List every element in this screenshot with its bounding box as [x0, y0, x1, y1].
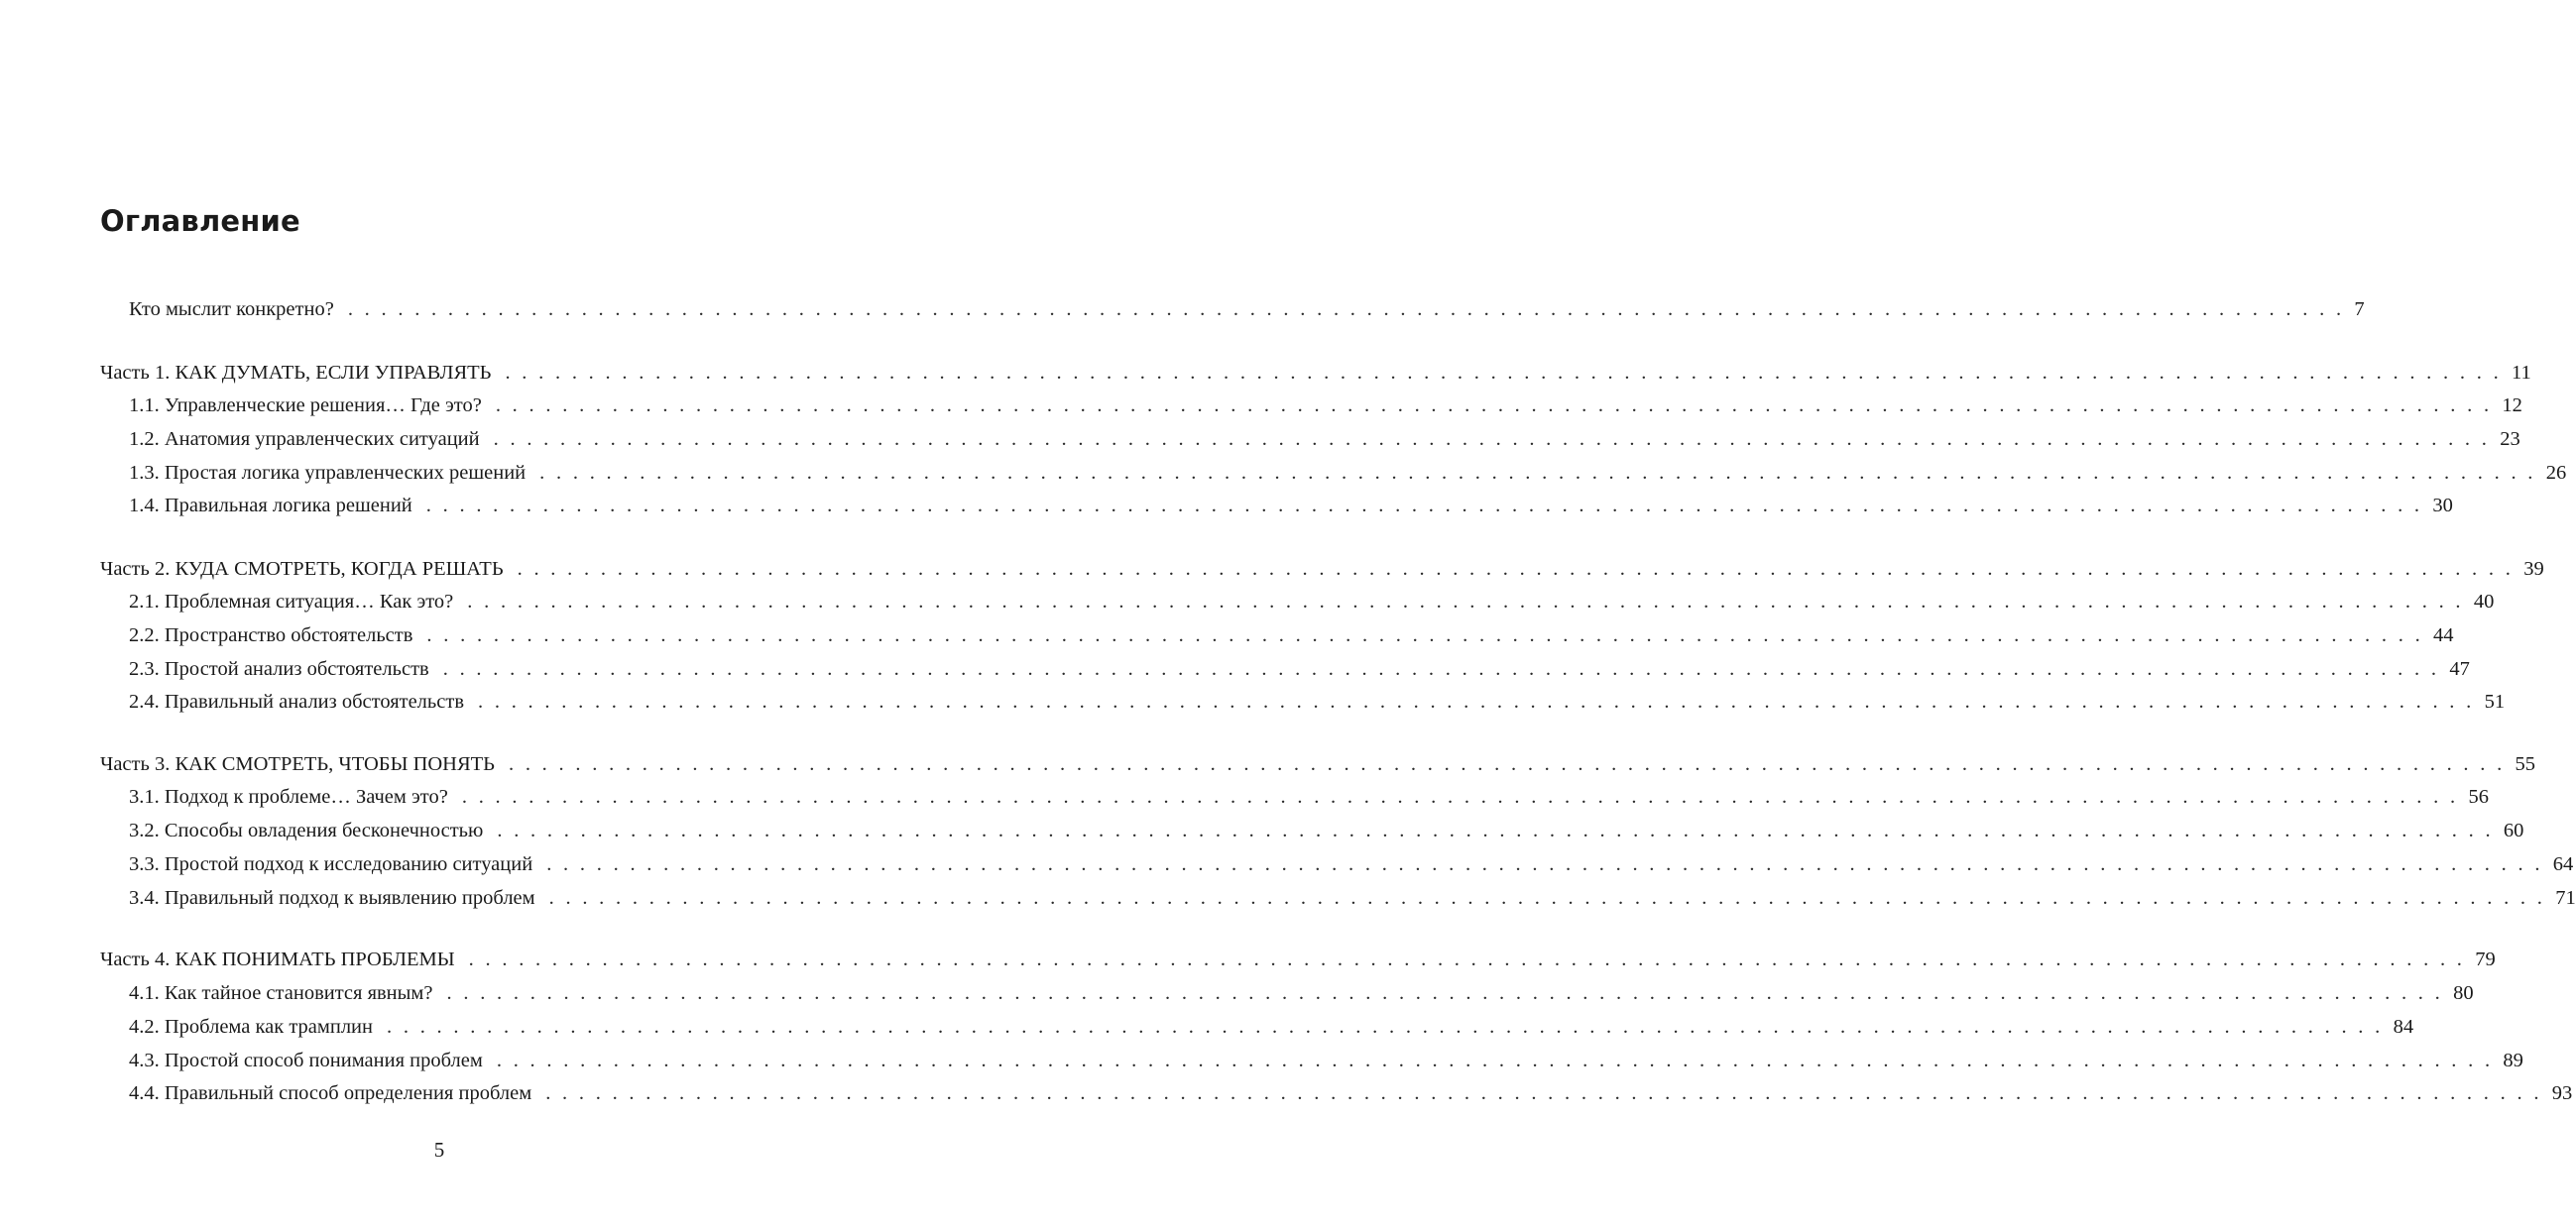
toc-entry-title: 1.1. Управленческие решения… Где это? — [129, 394, 482, 416]
toc-entry-page: 11 — [2512, 362, 2531, 384]
toc-entry-page: 23 — [2500, 428, 2520, 450]
toc-entry — [129, 818, 2524, 843]
toc-entry-title: 2.4. Правильный анализ обстоятельств — [129, 691, 464, 713]
dot-leader: . . . . . . . . . . . . . . . . . . . . . . . . . . . . . . . . . . . . . . . . . . . . . . . . . . . . . . . . . . . . . . . . . . . . . . . . . . . . . . . . . . . . . . . . . . . . . . . . . . . . . . . . . . . . . . . . . . . . . . . . — [426, 624, 2423, 646]
toc-entry-title: Часть 1. КАК ДУМАТЬ, ЕСЛИ УПРАВЛЯТЬ — [100, 362, 492, 384]
toc-entry-title: 4.2. Проблема как трамплин — [129, 1016, 373, 1038]
toc-entry — [129, 392, 2522, 418]
toc-entry-title: Кто мыслит конкретно? — [129, 298, 334, 320]
dot-leader: . . . . . . . . . . . . . . . . . . . . . . . . . . . . . . . . . . . . . . . . . . . . . . . . . . . . . . . . . . . . . . . . . . . . . . . . . . . . . . . . . . . . . . . . . . . . . . . . . . . . . . . . . . . . . . . . . . . . . . . . — [545, 1082, 2542, 1104]
dot-leader: . . . . . . . . . . . . . . . . . . . . . . . . . . . . . . . . . . . . . . . . . . . . . . . . . . . . . . . . . . . . . . . . . . . . . . . . . . . . . . . . . . . . . . . . . . . . . . . . . . . . . . . . . . . . . . . . . . . . . . . . — [505, 362, 2503, 384]
toc-entry-page: 56 — [2468, 786, 2489, 808]
dot-leader: . . . . . . . . . . . . . . . . . . . . . . . . . . . . . . . . . . . . . . . . . . . . . . . . . . . . . . . . . . . . . . . . . . . . . . . . . . . . . . . . . . . . . . . . . . . . . . . . . . . . . . . . . . . . . . . . . . . . . . . . — [425, 495, 2423, 516]
toc-entry — [129, 493, 2453, 518]
toc-entry-title: 3.4. Правильный подход к выявлению проблем — [129, 887, 535, 909]
toc-entry-title: 3.3. Простой подход к исследованию ситуаций — [129, 853, 533, 875]
toc-entry-title: 4.1. Как тайное становится явным? — [129, 982, 433, 1004]
dot-leader: . . . . . . . . . . . . . . . . . . . . . . . . . . . . . . . . . . . . . . . . . . . . . . . . . . . . . . . . . . . . . . . . . . . . . . . . . . . . . . . . . . . . . . . . . . . . . . . . . . . . . . . . . . . . . . . . . . . . . . . . — [546, 853, 2543, 875]
toc-entry — [129, 885, 2576, 911]
toc-entry — [129, 1014, 2414, 1040]
toc-entry — [129, 426, 2520, 452]
dot-leader: . . . . . . . . . . . . . . . . . . . . . . . . . . . . . . . . . . . . . . . . . . . . . . . . . . . . . . . . . . . . . . . . . . . . . . . . . . . . . . . . . . . . . . . . . . . . . . . . . . . . . . . . . . . . . . . . . . . . . . . . — [539, 462, 2536, 484]
dot-leader: . . . . . . . . . . . . . . . . . . . . . . . . . . . . . . . . . . . . . . . . . . . . . . . . . . . . . . . . . . . . . . . . . . . . . . . . . . . . . . . . . . . . . . . . . . . . . . . . . . . . . . . . . . . . . . . . . . . . . . . . — [493, 428, 2491, 450]
toc-entry — [129, 622, 2454, 648]
toc-part-entry — [100, 751, 2536, 777]
toc-entry-page: 93 — [2551, 1082, 2573, 1104]
toc-entry — [129, 589, 2495, 615]
toc-entry — [129, 689, 2506, 715]
toc-entry — [129, 784, 2489, 810]
toc-entry-page: 47 — [2449, 658, 2470, 680]
toc-entry-page: 26 — [2545, 462, 2567, 484]
toc-entry-page: 44 — [2433, 624, 2454, 646]
dot-leader: . . . . . . . . . . . . . . . . . . . . . . . . . . . . . . . . . . . . . . . . . . . . . . . . . . . . . . . . . . . . . . . . . . . . . . . . . . . . . . . . . . . . . . . . . . . . . . . . . . . . . . . . . . . . . . . . . . . . . . . . — [467, 591, 2464, 613]
toc-part-entry — [100, 556, 2544, 582]
dot-leader: . . . . . . . . . . . . . . . . . . . . . . . . . . . . . . . . . . . . . . . . . . . . . . . . . . . . . . . . . . . . . . . . . . . . . . . . . . . . . . . . . . . . . . . . . . . . . . . . . . . . . . . . . . . . . . . . . . . . . . . . — [461, 786, 2459, 808]
toc-entry-title: 3.1. Подход к проблеме… Зачем это? — [129, 786, 448, 808]
toc-part-entry — [100, 947, 2496, 972]
dot-leader: . . . . . . . . . . . . . . . . . . . . . . . . . . . . . . . . . . . . . . . . . . . . . . . . . . . . . . . . . . . . . . . . . . . . . . . . . . . . . . . . . . . . . . . . . . . . . . . . . . . . . . . . . . . . . . . . . . . . . . . . — [497, 820, 2494, 841]
toc-entry-page: 40 — [2473, 591, 2495, 613]
dot-leader: . . . . . . . . . . . . . . . . . . . . . . . . . . . . . . . . . . . . . . . . . . . . . . . . . . . . . . . . . . . . . . . . . . . . . . . . . . . . . . . . . . . . . . . . . . . . . . . . . . . . . . . . . . . . . . . . . . . . . . . . — [496, 1050, 2494, 1071]
dot-leader: . . . . . . . . . . . . . . . . . . . . . . . . . . . . . . . . . . . . . . . . . . . . . . . . . . . . . . . . . . . . . . . . . . . . . . . . . . . . . . . . . . . . . . . . . . . . . . . . . . . . . . . . . . . . . . . . . . . . . . . . — [442, 658, 2440, 680]
toc-entry-title: 1.3. Простая логика управленческих решений — [129, 462, 527, 484]
toc-entry-page: 84 — [2393, 1016, 2414, 1038]
toc-entry — [129, 656, 2470, 682]
toc-entry-page: 51 — [2484, 691, 2506, 713]
toc-entry-title: Часть 4. КАК ПОНИМАТЬ ПРОБЛЕМЫ — [100, 949, 455, 970]
dot-leader: . . . . . . . . . . . . . . . . . . . . . . . . . . . . . . . . . . . . . . . . . . . . . . . . . . . . . . . . . . . . . . . . . . . . . . . . . . . . . . . . . . . . . . . . . . . . . . . . . . . . . . . . . . . . . . . . . . . . . . . . — [468, 949, 2466, 970]
toc-entry — [129, 1080, 2573, 1106]
toc-entry-page: 71 — [2555, 887, 2576, 909]
dot-leader: . . . . . . . . . . . . . . . . . . . . . . . . . . . . . . . . . . . . . . . . . . . . . . . . . . . . . . . . . . . . . . . . . . . . . . . . . . . . . . . . . . . . . . . . . . . . . . . . . . . . . . . . . . . . . . . . . . . . . . . . — [495, 394, 2493, 416]
toc-entry-page: 80 — [2453, 982, 2474, 1004]
toc-entry — [129, 460, 2567, 486]
toc-entry-page: 30 — [2432, 495, 2453, 516]
toc-entry-title: 1.2. Анатомия управленческих ситуаций — [129, 428, 480, 450]
dot-leader: . . . . . . . . . . . . . . . . . . . . . . . . . . . . . . . . . . . . . . . . . . . . . . . . . . . . . . . . . . . . . . . . . . . . . . . . . . . . . . . . . . . . . . . . . . . . . . . . . . . . . . . . . . . . . . . . . . . . . . . . — [517, 558, 2515, 580]
toc-entry-page: 12 — [2502, 394, 2522, 416]
toc-entry-page: 60 — [2503, 820, 2524, 841]
toc-entry-page: 7 — [2354, 298, 2365, 320]
toc-entry-page: 39 — [2523, 558, 2544, 580]
toc-entry-page: 79 — [2475, 949, 2496, 970]
dot-leader: . . . . . . . . . . . . . . . . . . . . . . . . . . . . . . . . . . . . . . . . . . . . . . . . . . . . . . . . . . . . . . . . . . . . . . . . . . . . . . . . . . . . . . . . . . . . . . . . . . . . . . . . . . . . . . . . . . . . . . . . — [387, 1016, 2384, 1038]
toc-entry-title: Часть 3. КАК СМОТРЕТЬ, ЧТОБЫ ПОНЯТЬ — [100, 753, 495, 775]
toc-entry-title: 2.1. Проблемная ситуация… Как это? — [129, 591, 454, 613]
toc-entry — [129, 1048, 2523, 1073]
page-number: 5 — [433, 1138, 445, 1162]
dot-leader: . . . . . . . . . . . . . . . . . . . . . . . . . . . . . . . . . . . . . . . . . . . . . . . . . . . . . . . . . . . . . . . . . . . . . . . . . . . . . . . . . . . . . . . . . . . . . . . . . . . . . . . . . . . . . . . . . . . . . . . . — [446, 982, 2444, 1004]
toc-entry-page: 55 — [2515, 753, 2536, 775]
toc-entry-page: 64 — [2552, 853, 2574, 875]
page-title: Оглавление — [100, 204, 300, 238]
toc-entry-title: 2.3. Простой анализ обстоятельств — [129, 658, 429, 680]
toc-entry-title: 1.4. Правильная логика решений — [129, 495, 412, 516]
toc-entry-title: 4.4. Правильный способ определения проблем — [129, 1082, 532, 1104]
toc-entry-title: 3.2. Способы овладения бесконечностью — [129, 820, 484, 841]
toc-entry — [129, 980, 2474, 1006]
dot-leader: . . . . . . . . . . . . . . . . . . . . . . . . . . . . . . . . . . . . . . . . . . . . . . . . . . . . . . . . . . . . . . . . . . . . . . . . . . . . . . . . . . . . . . . . . . . . . . . . . . . . . . . . . . . . . . . . . . . . . . . . — [347, 298, 2345, 320]
toc-entry — [129, 296, 2365, 322]
toc-entry-page: 89 — [2503, 1050, 2523, 1071]
dot-leader: . . . . . . . . . . . . . . . . . . . . . . . . . . . . . . . . . . . . . . . . . . . . . . . . . . . . . . . . . . . . . . . . . . . . . . . . . . . . . . . . . . . . . . . . . . . . . . . . . . . . . . . . . . . . . . . . . . . . . . . . — [548, 887, 2546, 909]
toc-entry-title: Часть 2. КУДА СМОТРЕТЬ, КОГДА РЕШАТЬ — [100, 558, 504, 580]
toc-entry-title: 2.2. Пространство обстоятельств — [129, 624, 413, 646]
toc-part-entry — [100, 360, 2531, 386]
dot-leader: . . . . . . . . . . . . . . . . . . . . . . . . . . . . . . . . . . . . . . . . . . . . . . . . . . . . . . . . . . . . . . . . . . . . . . . . . . . . . . . . . . . . . . . . . . . . . . . . . . . . . . . . . . . . . . . . . . . . . . . . — [478, 691, 2475, 713]
dot-leader: . . . . . . . . . . . . . . . . . . . . . . . . . . . . . . . . . . . . . . . . . . . . . . . . . . . . . . . . . . . . . . . . . . . . . . . . . . . . . . . . . . . . . . . . . . . . . . . . . . . . . . . . . . . . . . . . . . . . . . . . — [508, 753, 2506, 775]
toc-entry-title: 4.3. Простой способ понимания проблем — [129, 1050, 483, 1071]
toc-entry — [129, 851, 2574, 877]
